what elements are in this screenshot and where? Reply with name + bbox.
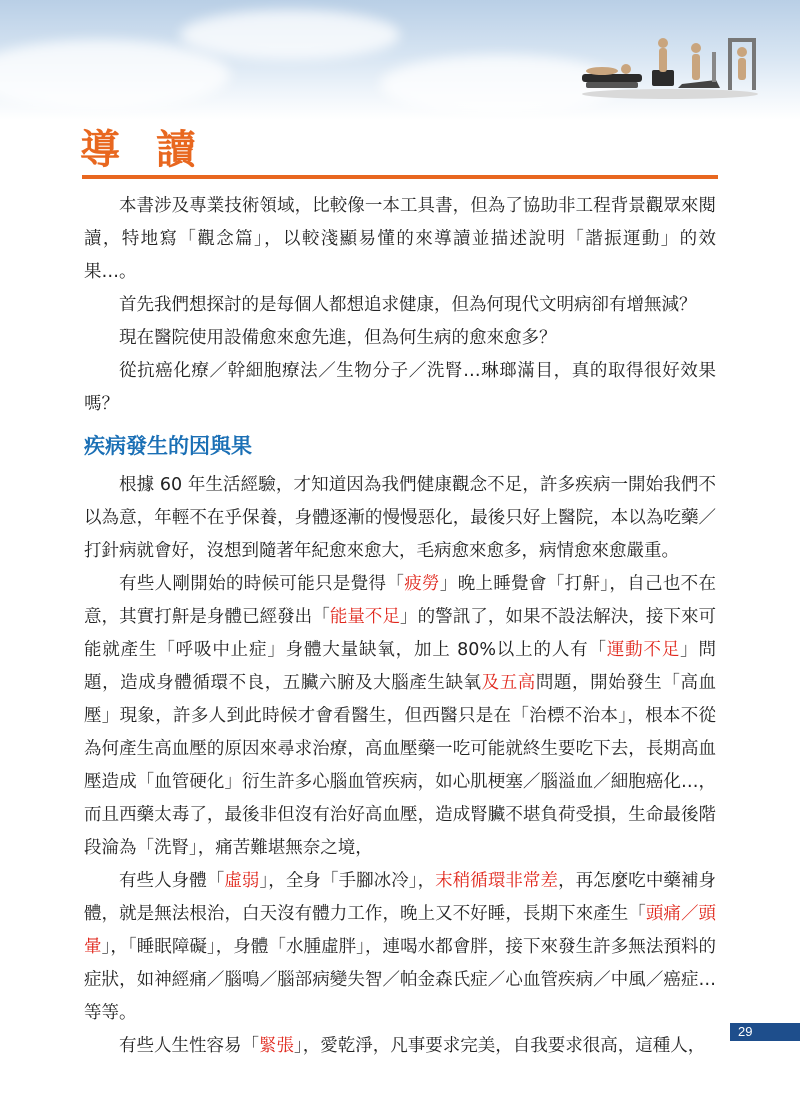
section-heading: 疾病發生的因與果 [84,434,252,458]
title-underline [82,175,718,179]
body-paragraph-4: 有些人生性容易「緊張」，愛乾淨，凡事要求完美，自我要求很高，這種人， [119,1036,706,1056]
highlight-exercise: 運動不足 [606,640,681,660]
body-paragraph-1: 根據 60 年生活經驗，才知道因為我們健康觀念不足，許多疾病一開始我們不以為意，年輕不在乎保養，身體逐漸的慢慢惡化，最後只好上醫院，本以為吃藥／打針病就會好，沒想到隨著年紀愈來愈大，毛病愈來愈多，病情愈來愈嚴重。 [84,475,716,561]
intro-paragraph-3: 現在醫院使用設備愈來愈先進，但為何生病的愈來愈多？ [119,328,557,348]
article-body [84,190,716,1063]
intro-paragraph-1: 本書涉及專業技術領域，比較像一本工具書，但為了協助非工程背景觀眾來閱讀，特地寫「觀念篇」，以較淺顯易懂的來導讀並描述說明「諧振運動」的效果…。 [84,196,716,282]
highlight-fatigue: 疲勞 [404,574,440,594]
highlight-energy: 能量不足 [329,607,401,627]
highlight-circulation: 末稍循環非常差 [435,871,559,891]
highlight-headache: 頭痛／頭暈 [84,904,716,957]
exercise-equipment-illustration [580,30,760,100]
intro-paragraph-4: 從抗癌化療／幹細胞療法／生物分子／洗腎…琳瑯滿目，真的取得很好效果嗎？ [84,361,716,414]
intro-paragraph-2: 首先我們想探討的是每個人都想追求健康，但為何現代文明病卻有增無減？ [119,295,697,315]
page-number: 29 [730,1023,800,1041]
body-paragraph-3: 有些人身體「虛弱」，全身「手腳冰冷」，末稍循環非常差，再怎麼吃中藥補身體，就是無法根治，白天沒有體力工作，晚上又不好睡，長期下來產生「頭痛／頭暈」，「睡眠障礙」，身體「水腫虛胖」，連喝水都會胖，接下來發生許多無法預料的症狀，如神經痛／腦鳴／腦部病變失智／帕金森氏症／心血管疾病／中風／癌症…等等。 [84,871,717,1023]
highlight-weak: 虛弱 [224,871,260,891]
page-title: 導讀 [80,127,232,173]
body-paragraph-2: 有些人剛開始的時候可能只是覺得「疲勞」晚上睡覺會「打鼾」，自己也不在意，其實打鼾是身體已經發出「能量不足」的警訊了，如果不設法解決，接下來可能就產生「呼吸中止症」身體大量缺氧，加上 80%以上的人有「運動不足」問題，造成身體循環不良，五臟六腑及大腦產生缺氧及五高問題，開始發生「高血壓」現象，許多人到此時候才會看醫生，但西醫只是在「治標不治本」，根本不從為何產生高血壓的原因來尋求治療，高血壓藥一吃可能就終生要吃下去，長期高血壓造成「血管硬化」衍生許多心腦血管疾病，如心肌梗塞／腦溢血／細胞癌化…，而且西藥太毒了，最後非但沒有治好高血壓，造成腎臟不堪負荷受損，生命最後階段淪為「洗腎」，痛苦難堪無奈之境， [84,574,717,858]
highlight-five-highs: 及五高 [481,673,536,693]
highlight-nervous: 緊張 [259,1036,294,1056]
